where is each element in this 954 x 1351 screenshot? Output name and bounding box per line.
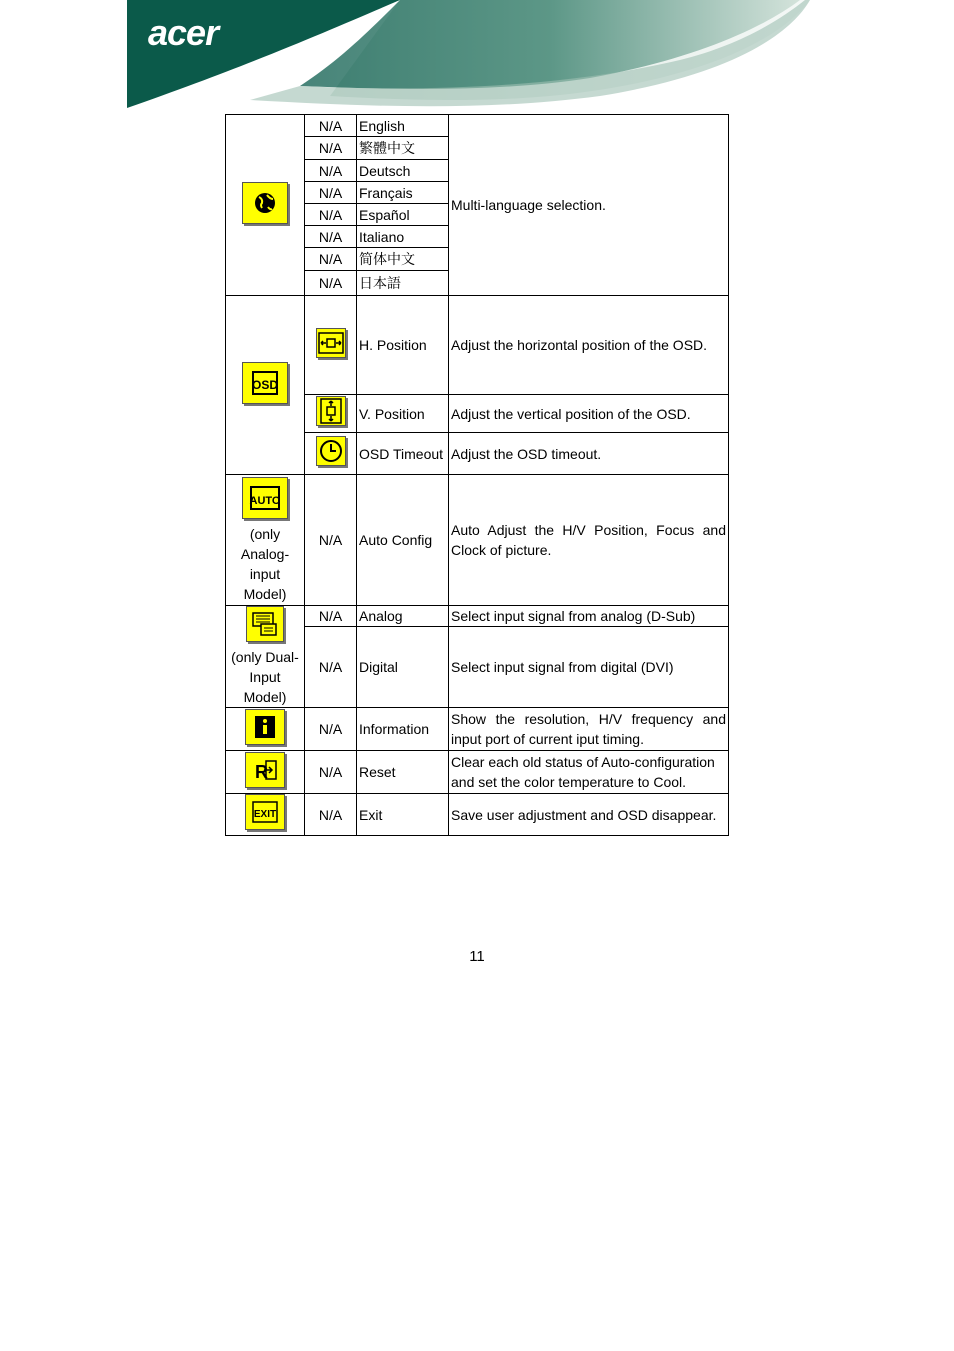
language-option-francais: Français <box>357 182 449 204</box>
na-label: N/A <box>305 137 357 160</box>
input-digital-description: Select input signal from digital (DVI) <box>449 627 729 708</box>
information-label: Information <box>357 708 449 751</box>
table-row <box>226 606 729 627</box>
na-label: N/A <box>305 708 357 751</box>
globe-icon <box>242 182 288 224</box>
v-position-label: V. Position <box>357 395 449 433</box>
language-option-deutsch: Deutsch <box>357 160 449 182</box>
input-analog-description: Select input signal from analog (D-Sub) <box>449 606 729 627</box>
v-position-icon-cell <box>305 395 357 433</box>
acer-logo: acer <box>148 12 219 53</box>
na-label: N/A <box>305 475 357 606</box>
osd-timeout-description: Adjust the OSD timeout. <box>449 433 729 475</box>
exit-icon-cell <box>226 794 305 836</box>
svg-text:R: R <box>255 761 268 782</box>
language-option-japanese: 日本語 <box>357 271 449 296</box>
h-position-icon-cell <box>305 296 357 395</box>
h-position-icon <box>316 328 346 358</box>
input-digital-label: Digital <box>357 627 449 708</box>
table-row <box>226 296 729 395</box>
page-number: 11 <box>469 948 485 965</box>
na-label: N/A <box>305 115 357 137</box>
language-option-traditional-chinese: 繁體中文 <box>357 137 449 160</box>
auto-icon-cell <box>226 475 305 606</box>
input-icon-cell <box>226 606 305 708</box>
exit-icon <box>245 794 285 830</box>
timeout-icon-cell <box>305 433 357 475</box>
header-swoosh-graphic <box>0 0 954 112</box>
exit-description: Save user adjustment and OSD disappear. <box>449 794 729 836</box>
language-option-english: English <box>357 115 449 137</box>
information-icon-cell <box>226 708 305 751</box>
svg-text:AUTO: AUTO <box>249 494 281 507</box>
osd-menu-table <box>225 114 729 836</box>
osd-icon-cell <box>226 296 305 475</box>
language-option-espanol: Español <box>357 204 449 226</box>
na-label: N/A <box>305 204 357 226</box>
na-label: N/A <box>305 627 357 708</box>
information-description: Show the resolution, H/V frequency and input port of current iput timing. <box>449 708 729 751</box>
acer-header-banner <box>0 0 954 112</box>
osd-icon <box>242 362 288 404</box>
language-option-simplified-chinese: 简体中文 <box>357 248 449 271</box>
table-row <box>226 794 729 836</box>
auto-icon <box>242 477 288 519</box>
na-label: N/A <box>305 160 357 182</box>
input-model-note: (only Dual-Input Model) <box>231 649 299 705</box>
timeout-clock-icon <box>316 436 346 466</box>
svg-text:OSD: OSD <box>251 377 279 392</box>
v-position-icon <box>316 396 346 426</box>
na-label: N/A <box>305 794 357 836</box>
v-position-description: Adjust the vertical position of the OSD. <box>449 395 729 433</box>
language-description: Multi-language selection. <box>449 115 729 296</box>
language-icon-cell <box>226 115 305 296</box>
svg-text:EXIT: EXIT <box>253 809 277 820</box>
reset-icon <box>245 752 285 788</box>
information-icon <box>245 709 285 745</box>
na-label: N/A <box>305 751 357 794</box>
na-label: N/A <box>305 606 357 627</box>
h-position-label: H. Position <box>357 296 449 395</box>
h-position-description: Adjust the horizontal position of the OSD. <box>449 296 729 395</box>
input-select-icon <box>246 606 284 642</box>
reset-icon-cell <box>226 751 305 794</box>
table-row <box>226 751 729 794</box>
table-row <box>226 475 729 606</box>
table-row <box>226 708 729 751</box>
reset-label: Reset <box>357 751 449 794</box>
na-label: N/A <box>305 248 357 271</box>
language-option-italiano: Italiano <box>357 226 449 248</box>
exit-label: Exit <box>357 794 449 836</box>
auto-config-label: Auto Config <box>357 475 449 606</box>
table-row <box>226 115 729 137</box>
auto-model-note: (only Analog-input Model) <box>240 525 290 602</box>
na-label: N/A <box>305 182 357 204</box>
na-label: N/A <box>305 226 357 248</box>
input-analog-label: Analog <box>357 606 449 627</box>
osd-timeout-label: OSD Timeout <box>357 433 449 475</box>
na-label: N/A <box>305 271 357 296</box>
auto-config-description: Auto Adjust the H/V Position, Focus and Clock of picture. <box>449 475 729 606</box>
reset-description: Clear each old status of Auto-configuration and set the color temperature to Cool. <box>449 751 729 794</box>
